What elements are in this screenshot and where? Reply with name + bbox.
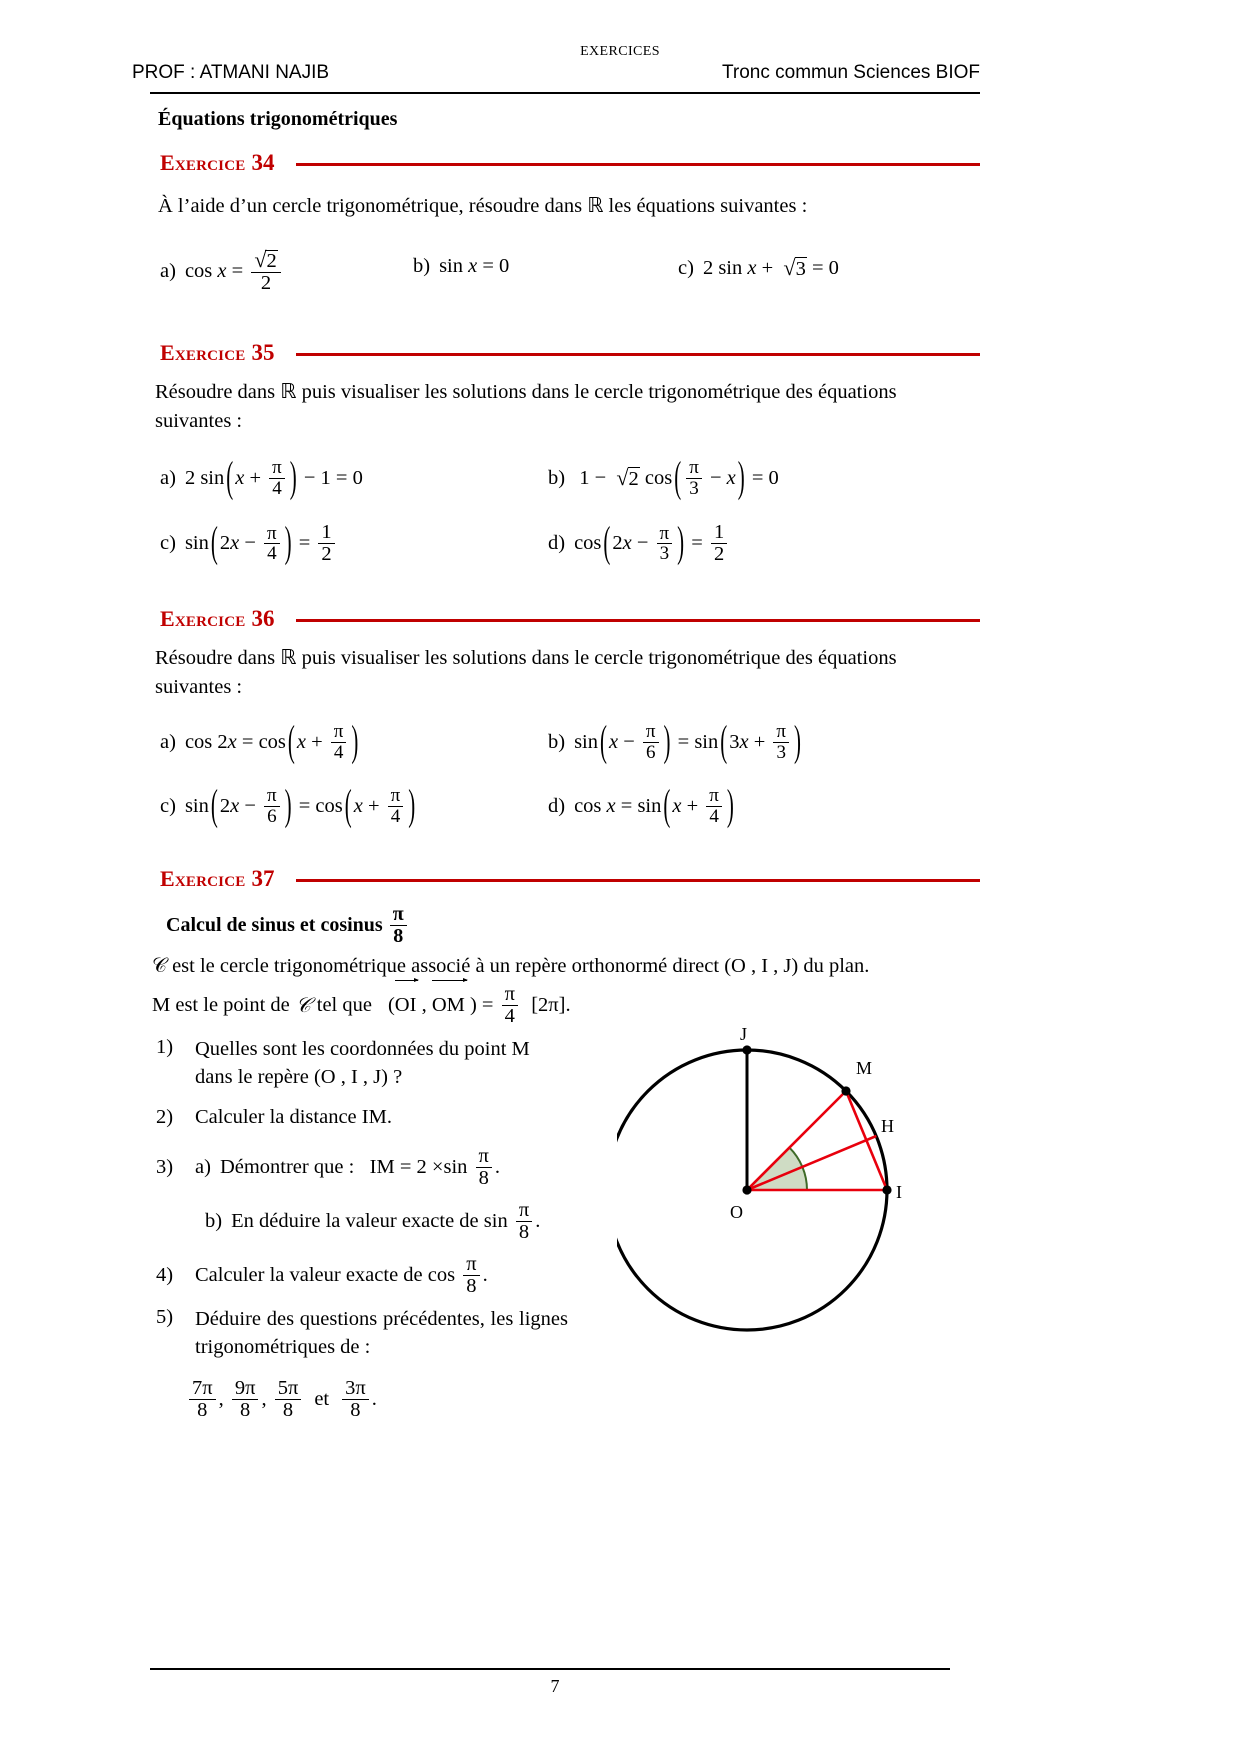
exercise-36-item-c	[160, 779, 417, 829]
fraction-5pi-8: $\frac{5\pi}{8}$	[275, 1378, 302, 1422]
item-tag: a)	[160, 730, 176, 753]
curve-symbol: 𝒞	[295, 993, 311, 1018]
item-expression: cos 2 x = cos ( x + $\frac{\pi}{4}$ )	[184, 715, 359, 765]
header-author: PROF : ATMANI NAJIB	[132, 62, 330, 83]
label-j: J	[740, 1024, 748, 1044]
section-title: Équations trigonométriques	[158, 108, 398, 130]
question-text: Calculer la valeur exacte de cos $\frac{\pi}{8}$ .	[195, 1253, 488, 1298]
item-tag: b)	[413, 255, 431, 277]
item-expression: sin ( 2 x − $\frac{\pi}{4}$ ) = $\frac{1}{2}$	[185, 522, 338, 566]
exercise-37-label: Exercice	[160, 866, 246, 891]
item-tag: a)	[160, 259, 176, 282]
exercise-37-subtitle	[166, 904, 410, 947]
exercise-37-question-3a	[156, 1146, 500, 1190]
exercise-36-label: Exercice	[160, 606, 246, 631]
point-i	[882, 1185, 891, 1194]
vector-oi: OI	[394, 994, 417, 1017]
item-expression: sin ( 2 x − $\frac{\pi}{6}$ ) = cos ( x + $\frac{\pi}{4}$ )	[184, 779, 416, 829]
exercise-36-item-d	[548, 779, 736, 829]
fraction-9pi-8: $\frac{9\pi}{8}$	[232, 1378, 259, 1422]
question-tag: 3)	[156, 1156, 174, 1179]
item-expression: cos x = $\frac{√2}{2}$	[185, 248, 284, 295]
angle-denominator: 4	[504, 1005, 515, 1028]
exercise-34-item-b	[413, 255, 509, 278]
question-text: Calculer la distance IM.	[195, 1106, 392, 1128]
figure-svg	[617, 1022, 947, 1352]
header-course: Tronc commun Sciences BIOF	[722, 62, 980, 83]
label-h: H	[881, 1116, 894, 1136]
subtitle-frac-denominator: 8	[393, 924, 404, 947]
question-subtag: b)	[205, 1210, 223, 1233]
label-m: M	[856, 1058, 873, 1078]
point-j	[742, 1045, 751, 1054]
item-tag: b)	[548, 730, 566, 753]
question-tag: 2)	[156, 1106, 174, 1128]
exercise-36-number: 36	[251, 606, 275, 631]
item-tag: c)	[160, 794, 176, 817]
exercise-36-prompt: Résoudre dans ℝ puis visualiser les solutions dans le cercle trigonométrique des équations suivantes :	[155, 647, 897, 699]
exercise-34-rule	[296, 163, 980, 166]
exercise-37-number: 37	[251, 866, 275, 891]
trigonometric-circle-figure	[617, 1022, 947, 1352]
item-expression: 1 − √2 cos ( $\frac{\pi}{3}$ − x ) = 0	[574, 451, 779, 501]
item-expression: cos x = sin ( x + $\frac{\pi}{4}$ )	[574, 779, 734, 829]
label-i: I	[896, 1182, 902, 1202]
item-tag: b)	[548, 466, 566, 489]
exercise-37-rule	[296, 879, 980, 882]
item-tag: d)	[548, 794, 566, 817]
exercise-35-heading	[160, 340, 980, 366]
point-o	[742, 1185, 751, 1194]
exercise-34-item-c	[678, 255, 839, 281]
segment-im	[846, 1091, 887, 1190]
fraction-7pi-8: $\frac{7\pi}{8}$	[189, 1378, 216, 1422]
exercise-37-question-2	[156, 1106, 392, 1129]
exercise-34-heading	[160, 150, 980, 176]
exercise-35-rule	[296, 353, 980, 356]
item-expression: sin x = 0	[439, 255, 510, 277]
vector-om: OM	[431, 994, 465, 1017]
item-tag: a)	[160, 466, 176, 489]
exercise-37-question-3b	[205, 1200, 540, 1244]
question-subtag: a)	[195, 1156, 211, 1179]
item-expression: 2 sin x + √3 = 0	[702, 255, 839, 280]
header-center-label: EXERCICES	[580, 44, 660, 59]
exercise-37-question-1	[156, 1036, 556, 1091]
intro-pre-text: M est le point de	[152, 994, 290, 1017]
exercise-37-question-4	[156, 1254, 488, 1298]
item-tag: c)	[160, 532, 176, 555]
exercise-37-intro-line1: 𝒞 est le cercle trigonométrique associé à un repère orthonormé direct (O , I , J) du plan.	[152, 955, 870, 977]
exercise-36-heading	[160, 606, 980, 632]
question-tag: 5)	[156, 1306, 174, 1328]
question-text: Démontrer que : IM = 2 × sin $\frac{\pi}{8}$ .	[219, 1145, 501, 1190]
exercise-34-number: 34	[251, 150, 275, 175]
exercise-37-intro-line2: M est le point de 𝒞 tel que ( OI , OM ) = $\frac{\pi}{4}$ [2π].	[152, 983, 571, 1028]
intro-mid-text: tel que	[316, 994, 372, 1017]
question-tag: 4)	[156, 1264, 174, 1287]
item-tag: d)	[548, 532, 566, 555]
exercise-37-question-5-fractions: $\frac{7\pi}{8}$ , $\frac{9\pi}{8}$ , $\frac{5\pi}{8}$ et $\frac{3\pi}{8}$ .	[186, 1378, 377, 1422]
item-tag: c)	[678, 256, 694, 279]
exercise-35-number: 35	[251, 340, 275, 365]
exercise-36-item-a	[160, 715, 360, 765]
header-row	[132, 62, 980, 84]
exercise-37-question-5	[156, 1306, 568, 1361]
footer-divider	[150, 1668, 950, 1670]
exercise-37-heading	[160, 866, 980, 892]
page-number: 7	[550, 1676, 560, 1696]
label-o: O	[730, 1202, 743, 1222]
exercise-35-prompt: Résoudre dans ℝ puis visualiser les solutions dans le cercle trigonométrique des équations suivantes :	[155, 381, 897, 433]
header-divider	[150, 92, 980, 94]
fraction-3pi-8: $\frac{3\pi}{8}$	[342, 1378, 369, 1422]
question-text: Déduire des questions précédentes, les lignes trigonométriques de :	[195, 1308, 568, 1358]
segment-oh	[747, 1136, 876, 1190]
exercise-37-subtitle-text: Calcul de sinus et cosinus	[166, 913, 383, 936]
exercise-35-label: Exercice	[160, 340, 246, 365]
question-text: En déduire la valeur exacte de sin $\frac{\pi}{8}$ .	[231, 1199, 541, 1244]
exercise-34-label: Exercice	[160, 150, 246, 175]
subtitle-frac-numerator: π	[390, 904, 407, 926]
point-m	[841, 1086, 850, 1095]
exercise-35-item-b	[548, 451, 779, 501]
question-text: Quelles sont les coordonnées du point M dans le repère (O , I , J) ?	[195, 1038, 530, 1088]
question-tag: 1)	[156, 1036, 174, 1058]
exercise-35-item-d	[548, 517, 730, 567]
modulo-text: [2π].	[531, 994, 571, 1017]
item-expression: cos ( 2 x − $\frac{\pi}{3}$ ) = $\frac{1}{2}$	[574, 522, 730, 566]
exercise-35-item-c	[160, 517, 338, 567]
angle-numerator: π	[502, 984, 518, 1006]
conjunction: et	[314, 1388, 330, 1411]
exercise-35-item-a	[160, 451, 363, 501]
item-expression: sin ( x − $\frac{\pi}{6}$ ) = sin ( 3 x + $\frac{\pi}{3}$ )	[574, 715, 801, 765]
exercise-34-item-a	[160, 248, 284, 295]
item-expression: 2 sin ( x + $\frac{\pi}{4}$ ) − 1 = 0	[184, 451, 363, 501]
exercise-36-rule	[296, 619, 980, 622]
exercise-34-prompt: À l’aide d’un cercle trigonométrique, résoudre dans ℝ les équations suivantes :	[158, 195, 808, 217]
exercise-36-item-b	[548, 715, 803, 765]
